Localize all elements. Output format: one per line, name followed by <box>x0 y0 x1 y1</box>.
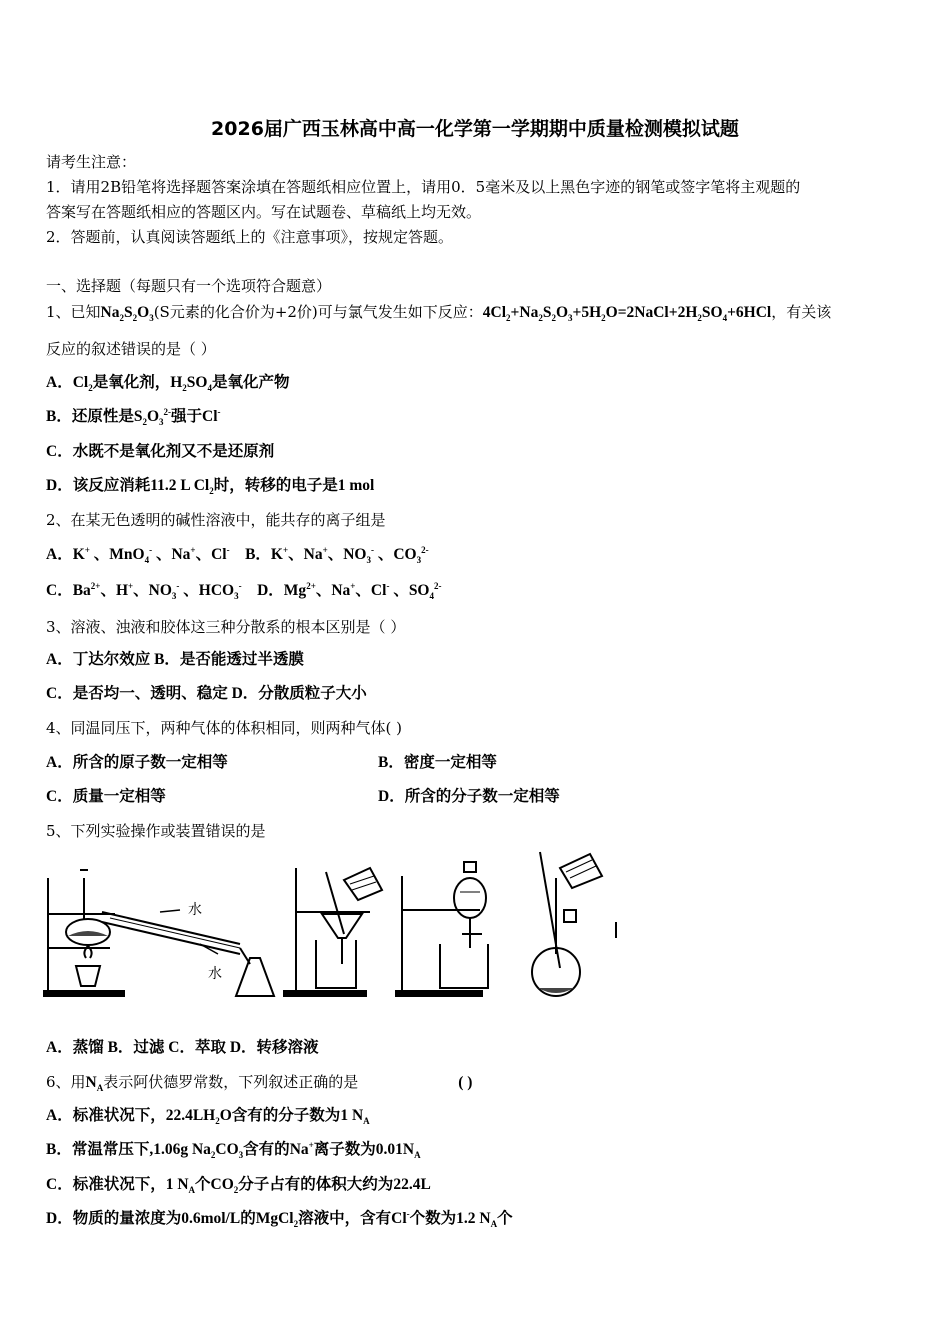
notice-item-2: 2．答题前，认真阅读答题纸上的《注意事项》，按规定答题。 <box>46 228 454 246</box>
question-3-options-ab: A．丁达尔效应 B．是否能透过半透膜 <box>46 651 304 668</box>
question-1-option-a: A．$Cl_2$是氧化剂，$H_2SO_4$是氧化产物 <box>46 374 290 394</box>
filtration-apparatus <box>284 868 382 996</box>
question-4-option-c: C．质量一定相等 <box>46 788 166 805</box>
water-outlet-label: 水 <box>208 966 222 982</box>
water-inlet-label: 水 <box>188 902 202 918</box>
apparatus-figure <box>40 848 620 1003</box>
question-6-option-b: B．常温常压下,1.06g $Na_2CO_3$含有的Na+离子数为$0.01N_A$ <box>46 1139 421 1161</box>
question-4-option-d: D．所含的分子数一定相等 <box>378 788 560 805</box>
page-title: 2026届广西玉林高中高一化学第一学期期中质量检测模拟试题 <box>211 118 739 140</box>
transfer-apparatus <box>532 852 616 996</box>
question-1-stem: 1、已知$Na_2S_2O_3(S$元素的化合价为+2价)可与氯气发生如下反应：$4Cl_2+Na_2S_2O_3+5H_2O=2NaCl+2H_2SO_4+6HCl$，有关该 <box>46 303 832 324</box>
question-4-stem: 4、同温同压下，两种气体的体积相同，则两种气体( ) <box>46 719 403 737</box>
question-1-option-b: B．还原性是$S_2O_3^{2-}$强于Cl- <box>46 406 221 428</box>
section-heading: 一、选择题（每题只有一个选项符合题意） <box>46 277 332 295</box>
question-1-option-d: D．该反应消耗11.2 L $Cl_2$时，转移的电子是1 mol <box>46 477 375 497</box>
question-2-stem: 2、在某无色透明的碱性溶液中，能共存的离子组是 <box>46 511 386 529</box>
question-2-options-ab: A．K+ 、MnO$_4$- 、Na+、Cl- B．K+、Na+、$NO_3^-$ 、$CO_3^{2-}$ <box>46 544 429 566</box>
question-5-options: A．蒸馏 B．过滤 C．萃取 D．转移溶液 <box>46 1039 319 1056</box>
question-6-option-d: D．物质的量浓度为0.6mol/L的MgCl$_2$溶液中，含有Cl-个数为1.2 $N_A$个 <box>46 1208 513 1230</box>
question-2-options-cd: C．$Ba^{2+}$、H+、$NO_3^-$ 、$HCO_3^-$ D．$Mg^{2+}$、Na+、Cl- 、$SO_4^{2-}$ <box>46 580 442 602</box>
question-1-option-c: C．水既不是氧化剂又不是还原剂 <box>46 443 275 460</box>
notice-item-1: 1．请用2B铅笔将选择题答案涂填在答题纸相应位置上，请用0．5毫米及以上黑色字迹的钢笔或签字笔将主观题的 <box>46 178 801 196</box>
question-6-stem: 6、用$N_A$表示阿伏德罗常数，下列叙述正确的是 ( ) <box>46 1073 473 1094</box>
question-3-options-cd: C．是否均一、透明、稳定 D．分散质粒子大小 <box>46 685 367 702</box>
question-4-option-b: B．密度一定相等 <box>378 754 497 771</box>
question-5-stem: 5、下列实验操作或装置错误的是 <box>46 822 266 840</box>
notice-item-1-cont: 答案写在答题纸相应的答题区内。写在试题卷、草稿纸上均无效。 <box>46 203 482 221</box>
question-1-stem-cont: 反应的叙述错误的是（ ） <box>46 340 216 358</box>
question-3-stem: 3、溶液、浊液和胶体这三种分散系的根本区别是（ ） <box>46 618 406 636</box>
question-4-option-a: A．所含的原子数一定相等 <box>46 754 228 771</box>
notice-heading: 请考生注意： <box>46 153 137 171</box>
question-6-option-a: A．标准状况下，$22.4LH_2O$含有的分子数为1 $N_A$ <box>46 1107 370 1127</box>
extraction-apparatus <box>396 862 488 996</box>
distillation-apparatus <box>44 870 274 996</box>
question-6-option-c: C．标准状况下，1 $N_A$个$CO_2$分子占有的体积大约为22.4L <box>46 1176 431 1196</box>
